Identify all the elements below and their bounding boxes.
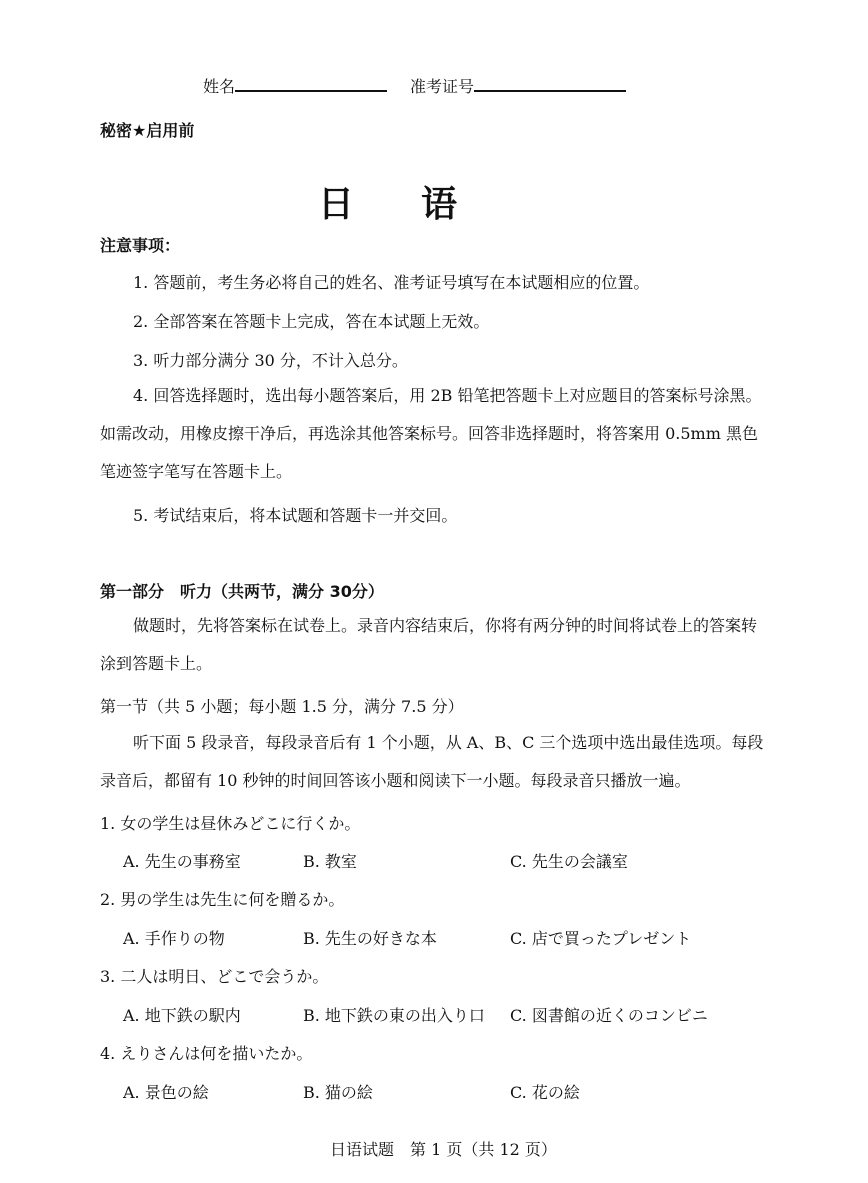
page-footer: 日语试题 第 1 页（共 12 页） — [330, 1140, 557, 1159]
id-field-row — [410, 74, 626, 97]
q4-option-c: C. 花の絵 — [510, 1083, 580, 1102]
q3-option-a: A. 地下鉄の駅内 — [123, 1006, 241, 1025]
question-2: 2. 男の学生は先生に何を贈るか。 — [100, 890, 345, 909]
section1-heading: 第一节（共 5 小题；每小题 1.5 分，满分 7.5 分） — [100, 697, 464, 716]
notice-item-3: 3. 听力部分满分 30 分，不计入总分。 — [133, 351, 408, 370]
secret-label: 秘密★启用前 — [100, 121, 195, 140]
name-blank-line — [235, 89, 387, 92]
question-3: 3. 二人は明日、どこで会うか。 — [100, 967, 329, 986]
q1-option-c: C. 先生の会議室 — [510, 852, 628, 871]
id-label: 准考证号 — [410, 77, 475, 96]
notice-item-2: 2. 全部答案在答题卡上完成，答在本试题上无效。 — [133, 312, 490, 331]
page-title-char2: 语 — [421, 183, 458, 225]
q4-option-b: B. 猫の絵 — [303, 1083, 373, 1102]
section1-instruction: 听下面 5 段录音，每段录音后有 1 个小题，从 A、B、C 三个选项中选出最佳选项。每段录音后，都留有 10 秒钟的时间回答该小题和阅读下一小题。每段录音只播放一遍。 — [100, 733, 764, 790]
q3-option-b: B. 地下鉄の東の出入り口 — [303, 1006, 485, 1025]
name-field-row — [203, 74, 387, 97]
question-1: 1. 女の学生は昼休みどこに行くか。 — [100, 814, 361, 833]
question-4: 4. えりさんは何を描いたか。 — [100, 1044, 313, 1063]
q1-option-b: B. 教室 — [303, 852, 357, 871]
notice-item-5: 5. 考试结束后，将本试题和答题卡一并交回。 — [133, 506, 458, 525]
q1-option-a: A. 先生の事務室 — [123, 852, 241, 871]
notice-heading: 注意事项： — [100, 236, 181, 255]
q2-option-b: B. 先生の好きな本 — [303, 929, 437, 948]
part1-instruction: 做题时，先将答案标在试卷上。录音内容结束后，你将有两分钟的时间将试卷上的答案转涂到答题卡上。 — [100, 616, 758, 673]
q4-option-a: A. 景色の絵 — [123, 1083, 209, 1102]
notice-item-1: 1. 答题前，考生务必将自己的姓名、准考证号填写在本试题相应的位置。 — [133, 273, 650, 292]
q3-option-c: C. 図書館の近くのコンビニ — [510, 1006, 708, 1025]
id-blank-line — [474, 89, 626, 92]
q2-option-c: C. 店で買ったプレゼント — [510, 929, 692, 948]
page-title-char1: 日 — [318, 183, 355, 225]
notice-item-4: 4. 回答选择题时，选出每小题答案后，用 2B 铅笔把答题卡上对应题目的答案标号涂黑。如需改动，用橡皮擦干净后，再选涂其他答案标号。回答非选择题时，将答案用 0.5mm 黑色笔迹签字笔写在答题卡上。 — [100, 386, 762, 481]
q2-option-a: A. 手作りの物 — [123, 929, 225, 948]
name-label: 姓名 — [203, 77, 236, 96]
part1-heading: 第一部分 听力（共两节，满分 30分） — [100, 582, 384, 601]
